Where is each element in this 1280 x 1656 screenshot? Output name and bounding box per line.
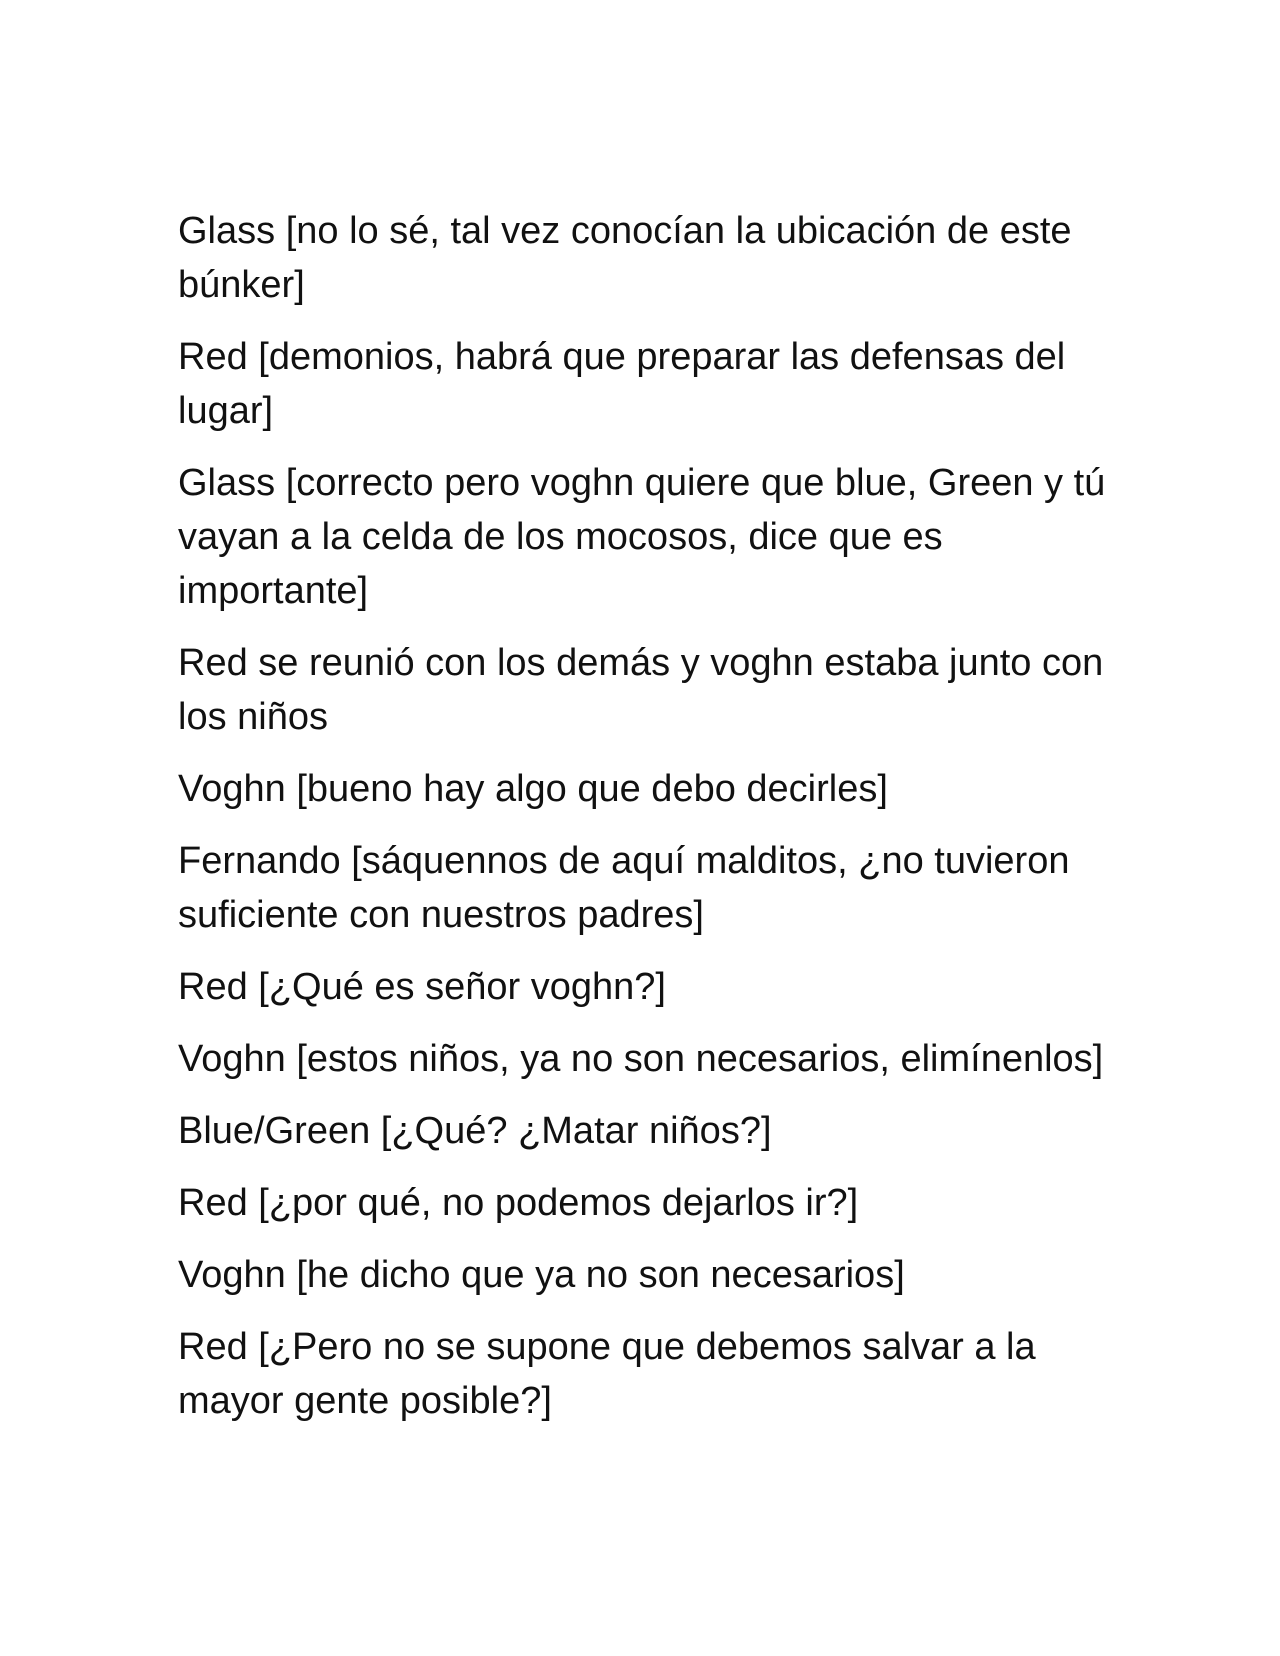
paragraph: Glass [correcto pero voghn quiere que blue, Green y tú vayan a la celda de los mocosos, dice que es importante] (178, 462, 1106, 612)
paragraph: Red [¿por qué, no podemos dejarlos ir?] (178, 1182, 859, 1224)
paragraph: Voghn [bueno hay algo que debo decirles] (178, 768, 888, 810)
paragraph: Red se reunió con los demás y voghn estaba junto con los niños (178, 642, 1104, 738)
paragraph: Red [¿Qué es señor voghn?] (178, 966, 666, 1008)
paragraph: Glass [no lo sé, tal vez conocían la ubicación de este búnker] (178, 210, 1072, 306)
paragraph: Red [demonios, habrá que preparar las defensas del lugar] (178, 336, 1066, 432)
paragraph: Red [¿Pero no se supone que debemos salvar a la mayor gente posible?] (178, 1326, 1036, 1422)
paragraph: Voghn [estos niños, ya no son necesarios, elimínenlos] (178, 1038, 1104, 1080)
paragraph: Fernando [sáquennos de aquí malditos, ¿no tuvieron suficiente con nuestros padres] (178, 840, 1070, 936)
paragraph: Blue/Green [¿Qué? ¿Matar niños?] (178, 1110, 772, 1152)
document-body (178, 204, 1118, 1446)
paragraph: Voghn [he dicho que ya no son necesarios] (178, 1254, 905, 1296)
